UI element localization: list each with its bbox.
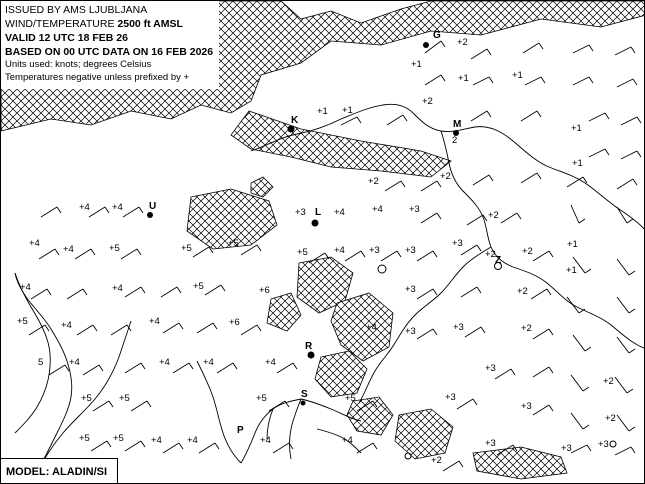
temperature-label: +5 bbox=[193, 281, 204, 292]
chart-header bbox=[1, 1, 219, 89]
temperature-label: +2 bbox=[605, 413, 616, 424]
temperature-label: +4 bbox=[149, 316, 160, 327]
temperature-label: +3 bbox=[409, 204, 420, 215]
temperature-label: +3 bbox=[405, 326, 416, 337]
temperature-label: +4 bbox=[20, 282, 31, 293]
temperature-label: +4 bbox=[334, 245, 345, 256]
header-basedon: BASED ON 00 UTC DATA ON 16 FEB 2026 bbox=[5, 45, 214, 58]
temperature-label: +4 bbox=[112, 202, 123, 213]
header-product-plain: WIND/TEMPERATURE bbox=[5, 17, 118, 30]
model-footer bbox=[1, 458, 118, 483]
station-label-r: R bbox=[305, 341, 313, 352]
header-product-level: 2500 ft AMSL bbox=[117, 17, 183, 30]
header-issuer: ISSUED BY AMS LJUBLJANA bbox=[5, 4, 148, 16]
temperature-label: +5 bbox=[17, 316, 28, 327]
temperature-label: +4 bbox=[29, 238, 40, 249]
temperature-label: +4 bbox=[265, 357, 276, 368]
station-label-s: S bbox=[301, 389, 308, 400]
temperature-label: +1 bbox=[317, 106, 328, 117]
temperature-label: +1 bbox=[342, 105, 353, 116]
temperature-label: +1 bbox=[566, 265, 577, 276]
temperature-label: +1 bbox=[567, 239, 578, 250]
temperature-label: +3 bbox=[485, 438, 496, 449]
temperature-label: +4 bbox=[203, 357, 214, 368]
temperature-label: +5 bbox=[256, 393, 267, 404]
temperature-label: +4 bbox=[151, 435, 162, 446]
temperature-label: 5 bbox=[38, 357, 44, 368]
temperature-label: +3 bbox=[405, 284, 416, 295]
temperature-label: +4 bbox=[159, 357, 170, 368]
temperature-label: +5 bbox=[119, 393, 130, 404]
station-label-k: K bbox=[291, 115, 299, 126]
temperature-label: +1 bbox=[512, 70, 523, 81]
temperature-label: +3 bbox=[405, 245, 416, 256]
temperature-label: +3 bbox=[445, 392, 456, 403]
header-units: Units used: knots; degrees Celsius bbox=[5, 59, 152, 71]
temperature-label: +2 bbox=[517, 286, 528, 297]
temperature-label: +4 bbox=[372, 204, 383, 215]
temperature-label: +2 bbox=[522, 246, 533, 257]
temperature-label: +2 bbox=[521, 323, 532, 334]
temperature-label: +4 bbox=[61, 320, 72, 331]
temperature-label: +1 bbox=[411, 59, 422, 70]
temperature-label: +3 bbox=[598, 439, 609, 450]
temperature-label: +3 bbox=[295, 207, 306, 218]
temperature-label: +1 bbox=[458, 73, 469, 84]
temperature-label: +2 bbox=[485, 249, 496, 260]
temperature-label: +4 bbox=[260, 435, 271, 446]
temperature-label: +5 bbox=[345, 393, 356, 404]
temperature-label: +5 bbox=[79, 433, 90, 444]
station-label-p: P bbox=[237, 425, 244, 436]
temperature-label: +1 bbox=[572, 158, 583, 169]
temperature-label: +3 bbox=[485, 363, 496, 374]
temperature-label: +4 bbox=[112, 283, 123, 294]
temperature-label: +4 bbox=[79, 202, 90, 213]
temperature-label: +5 bbox=[181, 243, 192, 254]
temperature-label: +2 bbox=[431, 455, 442, 466]
header-temp-note: Temperatures negative unless prefixed by + bbox=[5, 71, 190, 83]
temperature-label: +4 bbox=[69, 357, 80, 368]
model-label: MODEL: ALADIN/SI bbox=[6, 466, 108, 478]
temperature-label: +3 bbox=[452, 238, 463, 249]
temperature-label: +4 bbox=[334, 207, 345, 218]
station-label-z: Z bbox=[495, 255, 502, 266]
temperature-label: +5 bbox=[113, 433, 124, 444]
temperature-label: +3 bbox=[561, 443, 572, 454]
temperature-label: +6 bbox=[229, 317, 240, 328]
temperature-label: +2 bbox=[368, 176, 379, 187]
temperature-label: +6 bbox=[259, 285, 270, 296]
header-valid: VALID 12 UTC 18 FEB 26 bbox=[5, 31, 128, 44]
temperature-label: +2 bbox=[488, 210, 499, 221]
temperature-label: +2 bbox=[440, 171, 451, 182]
temperature-label: +4 bbox=[187, 435, 198, 446]
temperature-label: +4 bbox=[63, 244, 74, 255]
temperature-label: +5 bbox=[297, 247, 308, 258]
header-product bbox=[5, 18, 213, 32]
temperature-label: +5 bbox=[81, 393, 92, 404]
temperature-label: +2 bbox=[457, 37, 468, 48]
station-label-u: U bbox=[149, 201, 157, 212]
temperature-label: +5 bbox=[109, 243, 120, 254]
temperature-label: +5 bbox=[228, 238, 239, 249]
temperature-label: +2 bbox=[603, 376, 614, 387]
temperature-label: +2 bbox=[422, 96, 433, 107]
station-label-g: G bbox=[433, 30, 441, 41]
temperature-label: +4 bbox=[366, 322, 377, 333]
station-label-m: M bbox=[453, 119, 462, 130]
temperature-label: +3 bbox=[369, 245, 380, 256]
temperature-label: +3 bbox=[521, 401, 532, 412]
temperature-label: 2 bbox=[452, 135, 458, 146]
temperature-label: +4 bbox=[342, 435, 353, 446]
temperature-label: +3 bbox=[453, 322, 464, 333]
station-label-l: L bbox=[315, 207, 322, 218]
temperature-label: +1 bbox=[571, 123, 582, 134]
